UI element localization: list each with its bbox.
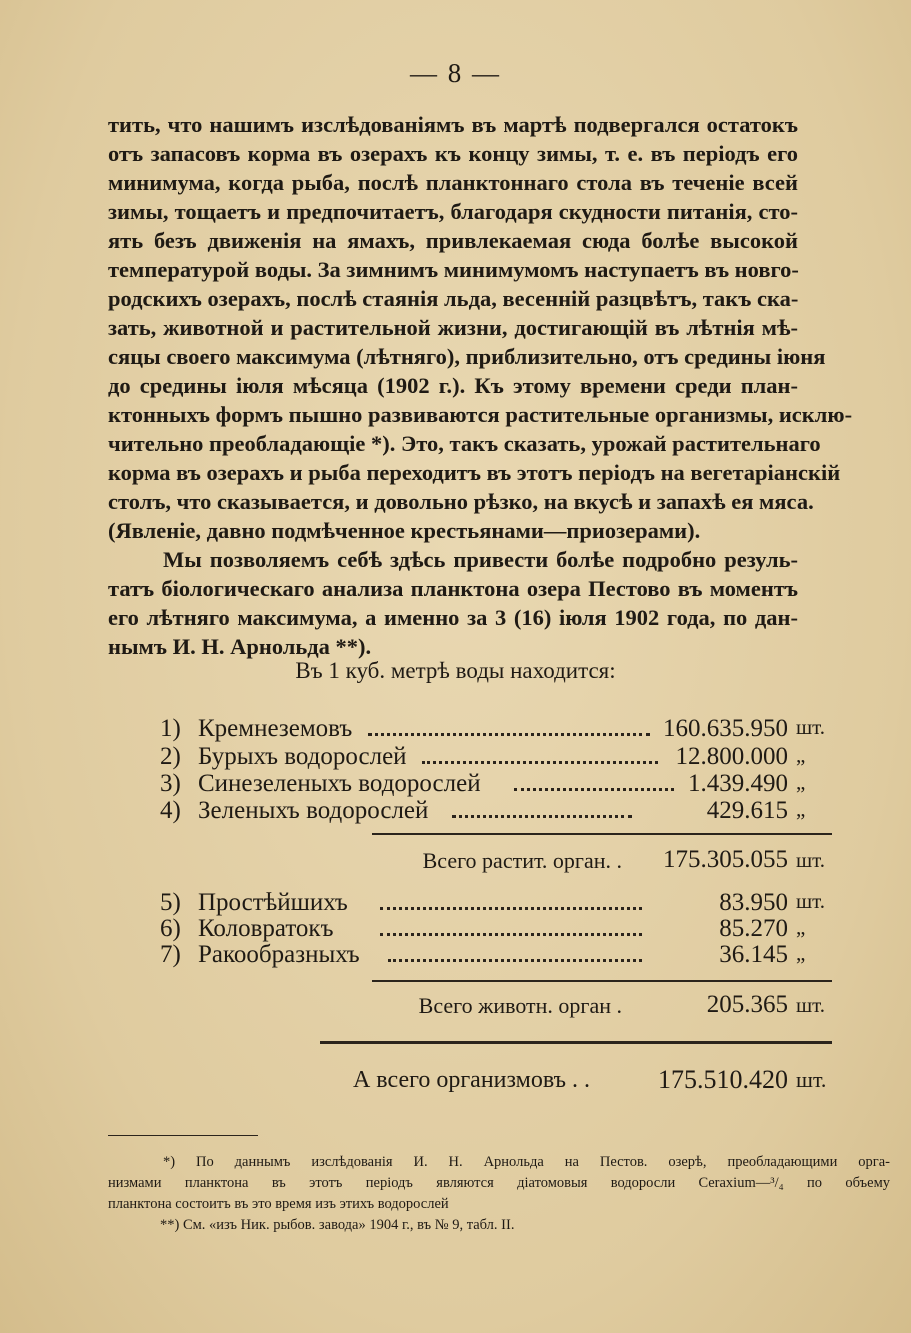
grand-total-rule bbox=[320, 1041, 832, 1044]
footnote-line: *) По даннымъ изслѣдованія И. Н. Арнольда на Пестов. озерѣ, преобладающими орга- bbox=[163, 1154, 890, 1170]
text-line: сяцы своего максимума (лѣтняго), приблизительно, отъ средины іюня bbox=[108, 344, 826, 369]
grand-total-label: А всего организмовъ . . bbox=[352, 1067, 590, 1093]
total-label: Всего животн. орган . bbox=[418, 993, 622, 1018]
footnote-1 bbox=[108, 1152, 890, 1215]
subtotal-rule bbox=[372, 980, 832, 982]
row-value: 12.800.000 bbox=[675, 743, 788, 770]
animals-total bbox=[160, 991, 840, 1021]
row-unit: „ bbox=[796, 797, 806, 821]
row-value: 429.615 bbox=[706, 797, 788, 824]
leader-dots bbox=[422, 757, 658, 764]
leader-dots bbox=[388, 955, 642, 962]
table-title: Въ 1 куб. метрѣ воды находится: bbox=[295, 658, 616, 683]
page-number: — 8 — bbox=[410, 58, 501, 88]
row-name: Зеленыхъ водорослей bbox=[198, 797, 429, 824]
text-line: родскихъ озерахъ, послѣ стаянія льда, весенній разцвѣтъ, такъ ска- bbox=[108, 286, 799, 311]
text-line: минимума, когда рыба, послѣ планктоннаго стола въ теченіе всей bbox=[108, 170, 798, 195]
leader-dots bbox=[368, 729, 650, 736]
footnote-line: планктона состоитъ въ это время изъ этихъ водорослей bbox=[108, 1196, 449, 1212]
total-unit: шт. bbox=[796, 993, 826, 1017]
table-row bbox=[160, 770, 840, 800]
row-unit: „ bbox=[796, 915, 806, 939]
text-line: столъ, что сказывается, и довольно рѣзко, на вкусѣ и запахѣ ея мяса. bbox=[108, 489, 814, 514]
body-text bbox=[108, 110, 853, 661]
row-number: 2) bbox=[160, 743, 181, 770]
text-line: корма въ озерахъ и рыба переходитъ въ этотъ періодъ на вегетаріанскій bbox=[108, 460, 841, 485]
row-unit: шт. bbox=[796, 889, 826, 913]
row-name: Бурыхъ водорослей bbox=[198, 743, 407, 770]
plants-total bbox=[160, 846, 840, 876]
table-row bbox=[160, 743, 840, 773]
row-unit: „ bbox=[796, 770, 806, 794]
row-number: 5) bbox=[160, 889, 181, 916]
subtotal-rule bbox=[372, 833, 832, 835]
row-value: 1.439.490 bbox=[688, 770, 788, 797]
row-unit: „ bbox=[796, 941, 806, 965]
text-line: отъ запасовъ корма въ озерахъ къ концу зимы, т. е. въ періодъ его bbox=[108, 141, 798, 166]
row-name: Синезеленыхъ водорослей bbox=[198, 770, 481, 797]
row-number: 4) bbox=[160, 797, 181, 824]
total-value: 205.365 bbox=[706, 991, 788, 1018]
table-row bbox=[160, 941, 840, 971]
row-name: Ракообразныхъ bbox=[198, 941, 360, 968]
text-line: Мы позволяемъ себѣ здѣсь привести болѣе подробно резуль- bbox=[163, 547, 798, 572]
paragraph-2 bbox=[108, 545, 798, 661]
footnote-line: низмами планктона въ этотъ періодъ являются діатомовыя водоросли Ceraxium—³/₄ по объему bbox=[108, 1175, 890, 1191]
row-number: 1) bbox=[160, 715, 181, 742]
leader-dots bbox=[380, 929, 642, 936]
row-number: 6) bbox=[160, 915, 181, 942]
row-name: Простѣйшихъ bbox=[198, 889, 348, 916]
leader-dots bbox=[452, 811, 632, 818]
text-line: тить, что нашимъ изслѣдованіямъ въ мартѣ подвергался остатокъ bbox=[108, 112, 798, 137]
row-unit: „ bbox=[796, 743, 806, 767]
text-line: зать, животной и растительной жизни, достигающій въ лѣтнія мѣ- bbox=[108, 315, 798, 340]
row-unit: шт. bbox=[796, 715, 826, 739]
paragraph-1 bbox=[108, 110, 853, 545]
row-value: 160.635.950 bbox=[663, 715, 788, 742]
total-unit: шт. bbox=[796, 848, 826, 872]
footnote-2 bbox=[108, 1215, 890, 1236]
grand-total-unit: шт. bbox=[796, 1067, 827, 1092]
row-name: Кремнеземовъ bbox=[198, 715, 353, 742]
row-number: 7) bbox=[160, 941, 181, 968]
text-line: татъ біологическаго анализа планктона озера Пестово въ моментъ bbox=[108, 576, 798, 601]
text-line: до средины іюля мѣсяца (1902 г.). Къ этому времени среди план- bbox=[108, 373, 798, 398]
text-line: чительно преобладающіе *). Это, такъ сказать, урожай растительнаго bbox=[108, 431, 821, 456]
footnote-line: **) См. «изъ Ник. рыбов. завода» 1904 г., въ № 9, табл. II. bbox=[160, 1217, 515, 1233]
leader-dots bbox=[380, 903, 642, 910]
row-number: 3) bbox=[160, 770, 181, 797]
footnote-separator bbox=[108, 1135, 258, 1136]
text-line: ять безъ движенія на ямахъ, привлекаемая сюда болѣе высокой bbox=[108, 228, 798, 253]
text-line: зимы, тощаетъ и предпочитаетъ, благодаря скудности питанія, сто- bbox=[108, 199, 798, 224]
table-row bbox=[160, 797, 840, 827]
text-line: температурой воды. За зимнимъ минимумомъ наступаетъ въ новго- bbox=[108, 257, 799, 282]
text-line: его лѣтняго максимума, а именно за 3 (16) іюля 1902 года, по дан- bbox=[108, 605, 798, 630]
grand-total bbox=[160, 1065, 840, 1097]
row-value: 85.270 bbox=[719, 915, 788, 942]
grand-total-value: 175.510.420 bbox=[658, 1065, 788, 1094]
leader-dots bbox=[514, 784, 674, 791]
text-line: ктонныхъ формъ пышно развиваются растительные организмы, исклю- bbox=[108, 402, 853, 427]
text-line: нымъ И. Н. Арнольда **). bbox=[108, 634, 372, 659]
text-line: (Явленіе, давно подмѣченное крестьянами—приозерами). bbox=[108, 518, 701, 543]
total-label: Всего растит. орган. . bbox=[422, 848, 622, 873]
row-name: Коловратокъ bbox=[198, 915, 334, 942]
total-value: 175.305.055 bbox=[663, 846, 788, 873]
row-value: 36.145 bbox=[719, 941, 788, 968]
row-value: 83.950 bbox=[719, 889, 788, 916]
table-row bbox=[160, 715, 840, 745]
